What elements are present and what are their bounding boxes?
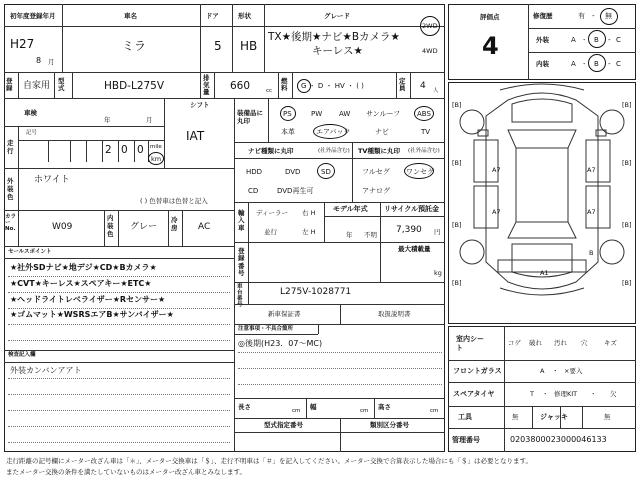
ext-sep1: - — [583, 36, 586, 44]
diag-bracket-l3: [B] — [452, 221, 462, 229]
int-b: B — [594, 60, 599, 68]
sales-points-label: セールスポイント — [8, 249, 52, 255]
windshield-a: A — [540, 367, 545, 375]
equip-tv: TV — [421, 128, 431, 136]
width-unit: cm — [360, 408, 369, 414]
diag-bracket-l1: [B] — [452, 101, 462, 109]
use-value: 自家用 — [23, 81, 51, 91]
length-label: 長さ — [238, 403, 251, 411]
digits-label: 記号 — [26, 130, 38, 136]
int-sep1: - — [583, 60, 586, 68]
diag-a7-4: A7 — [587, 208, 596, 216]
import-dealer: ディーラー — [256, 209, 288, 217]
equip-navi: ナビ — [375, 128, 389, 136]
windshield-x: ×要入 — [564, 367, 583, 375]
diag-bracket-r4: [B] — [622, 279, 632, 287]
mileage-label: 走行 — [7, 139, 14, 155]
length-unit: cm — [292, 408, 301, 414]
shift-value: IAT — [186, 129, 205, 143]
use-label: 登録 — [6, 77, 13, 93]
reg-year-label: 初年度登録年月 — [10, 12, 56, 20]
car-name-label: 車名 — [124, 12, 137, 20]
month-unit: 月 — [48, 58, 55, 66]
shape: HB — [240, 39, 258, 53]
interior-color-value: グレー — [130, 222, 158, 232]
equip-ps: PS — [283, 110, 292, 118]
footer-line-2: またメーター交換の条件を満たしていないものはメーター改ざん車とみなします。 — [6, 468, 246, 476]
equip-abs: ABS — [417, 110, 431, 118]
diag-b: B — [589, 249, 594, 257]
navi-dvd-play: DVD再生可 — [277, 187, 314, 195]
recycle-unit: 円 — [434, 228, 441, 236]
reg-year: H27 — [10, 37, 35, 51]
diag-a7-3: A7 — [492, 208, 501, 216]
shift-label: シフト — [190, 101, 210, 109]
room-item-4: 穴 — [581, 339, 588, 347]
room-item-3: 汚れ — [554, 339, 567, 347]
fuel-label: 燃料 — [281, 77, 288, 93]
jack-label: ジャッキ — [540, 413, 568, 421]
color-no-label: カラーNo. — [5, 214, 17, 233]
spare-sep2: ・ — [590, 390, 597, 398]
car-name: ミラ — [122, 39, 147, 53]
sales-line-2: ★CVT★キーレス★スペアキー★ETC★ — [10, 279, 152, 288]
unit-mile: mile — [150, 144, 162, 150]
shaken-year: 年 — [104, 116, 111, 124]
max-load-unit: kg — [434, 269, 442, 277]
diag-bracket-r3: [B] — [622, 221, 632, 229]
diag-bracket-r1: [B] — [622, 101, 632, 109]
chassis-value: L275V-1028771 — [280, 287, 352, 297]
ext-b: B — [594, 36, 599, 44]
import-parallel: 並行 — [264, 228, 277, 236]
room-item-2: 破れ — [529, 339, 542, 347]
ext-color-note: ( ) 色替車は色替と記入 — [140, 197, 208, 205]
tv-header: TV種類に丸印 — [358, 147, 400, 155]
car-damage-diagram — [448, 82, 636, 324]
tools-value: 無 — [512, 413, 519, 421]
exterior-label: 外装 — [536, 36, 549, 44]
jack-value: 無 — [604, 413, 611, 421]
model-value: HBD-L275V — [104, 80, 165, 92]
recycle-label: リサイクル預託金 — [384, 205, 440, 213]
mgmt-value: 0203800023000046133 — [510, 435, 607, 444]
spare-tire-label: スペアタイヤ — [453, 390, 495, 398]
sales-line-4: ★ゴムマット★WSRSエアB★サンバイザー★ — [10, 310, 174, 319]
int-c: C — [616, 60, 621, 68]
height-unit: cm — [430, 408, 439, 414]
room-item-1: コゲ — [508, 339, 521, 347]
recycle-value: 7,390 — [396, 225, 422, 235]
displacement-label: 排気量 — [203, 74, 210, 97]
equip-leather: 本革 — [281, 128, 295, 136]
footer-line-1: 走行距離の記号欄にメーター改ざん車は「＊」、メーター交換車は「＄」、走行不明車は「＃」を記入してください。メーター交換で合算表示した場合にも「＄」は必要となります。 — [6, 457, 532, 465]
spare-t: T — [530, 390, 534, 398]
diag-bracket-l2: [B] — [452, 159, 462, 167]
width-label: 幅 — [310, 403, 317, 411]
repair-yes: 有 — [578, 12, 585, 20]
repair-sep: - — [592, 12, 595, 20]
windshield-sep: ・ — [552, 367, 559, 375]
equip-airbag: エアバック — [316, 128, 351, 136]
navi-dvd: DVD — [285, 168, 301, 176]
import-left: 左 H — [302, 228, 316, 236]
notes-value: ◎後期(H23．07〜MC) — [238, 339, 323, 348]
warranty-doc: 新車保証書 — [268, 310, 301, 318]
model-label: 型式 — [58, 77, 65, 93]
ext-color-value: ホワイト — [34, 175, 70, 185]
shaken-label: 車検 — [24, 109, 37, 117]
inspector-label: 検査記入欄 — [8, 352, 36, 358]
import-label: 輸入車 — [238, 209, 245, 232]
equip-sunroof: サンルーフ — [366, 110, 401, 118]
chassis-label: 車台番号 — [237, 284, 243, 309]
import-right: 右 H — [302, 209, 316, 217]
navi-hdd: HDD — [246, 168, 263, 176]
mileage-digit-1: 2 — [105, 144, 112, 156]
door-label: ドア — [206, 12, 219, 20]
interior-label: 内装 — [536, 60, 549, 68]
reg-no-label: 登録番号 — [238, 247, 245, 278]
tools-label: 工具 — [458, 413, 472, 421]
drive-4wd: 4WD — [422, 47, 438, 55]
score-value: 4 — [482, 32, 499, 60]
diag-bracket-l4: [B] — [452, 279, 462, 287]
mileage-digit-2: 0 — [121, 144, 128, 156]
ac-label: 冷房 — [171, 216, 178, 232]
equip-aw: AW — [339, 110, 351, 118]
shaken-month: 月 — [146, 116, 153, 124]
diag-a7-1: A7 — [492, 166, 501, 174]
model-year-unit: 年 — [346, 231, 353, 239]
reg-month: 8 — [36, 56, 42, 65]
ext-c: C — [616, 36, 621, 44]
grade-line1: TX★後期★ナビ★Bカメラ★ — [268, 31, 400, 43]
doors: 5 — [214, 39, 222, 53]
manual-doc: 取扱説明書 — [378, 310, 411, 318]
grade-line2: キーレス★ — [312, 45, 363, 57]
inspector-note: 外装カンバンアアト — [10, 366, 82, 375]
ext-sep2: - — [608, 36, 611, 44]
equipment-label: 装備品に丸印 — [237, 109, 263, 125]
max-load-label: 最大積載量 — [398, 245, 431, 253]
tv-header-small: (社外品含む) — [408, 148, 440, 154]
interior-color-label: 内装色 — [107, 214, 114, 238]
navi-sd: SD — [321, 168, 331, 176]
score-label: 評価点 — [480, 13, 500, 21]
ac-value: AC — [198, 222, 211, 232]
navi-header: ナビ種類に丸印 — [248, 147, 294, 155]
equip-pw: PW — [311, 110, 323, 118]
capacity-value: 4 — [420, 81, 426, 91]
unit-km: km — [151, 155, 162, 163]
sales-line-3: ★ヘッドライトレベライザー★Rセンサー★ — [10, 295, 166, 304]
spare-sep1: ・ — [542, 390, 549, 398]
spare-kit: 修理KIT — [554, 390, 578, 398]
capacity-unit: 人 — [433, 88, 439, 94]
cc-unit: cc — [266, 88, 273, 94]
grade-label: グレード — [324, 12, 350, 20]
ext-a: A — [571, 36, 576, 44]
room-seat-label: 室内シート — [456, 335, 484, 353]
fuel-options: G ・ D ・ HV ・ ( ) — [301, 82, 364, 90]
sales-line-1: ★社外SDナビ★地デジ★CD★Bカメラ★ — [10, 263, 157, 272]
mgmt-label: 管理番号 — [452, 436, 480, 444]
repair-label: 修復歴 — [533, 12, 553, 20]
windshield-label: フロントガラス — [453, 367, 502, 375]
spare-missing: 欠 — [610, 390, 617, 398]
diag-a1: A1 — [540, 269, 549, 277]
ext-color-label: 外装色 — [7, 177, 14, 201]
color-no-value: W09 — [52, 222, 73, 232]
diag-a7-2: A7 — [587, 166, 596, 174]
shape-label: 形状 — [238, 12, 251, 20]
model-year-unknown: 不明 — [364, 231, 377, 239]
int-a: A — [571, 60, 576, 68]
displacement-value: 660 — [230, 80, 251, 92]
navi-cd: CD — [248, 187, 259, 195]
repair-no: 無 — [605, 12, 612, 20]
model-year-label: モデル年式 — [333, 205, 368, 213]
tv-fullseg: フルセグ — [362, 168, 390, 176]
int-sep2: - — [608, 60, 611, 68]
type-spec-label: 型式指定番号 — [264, 421, 303, 429]
mileage-digit-3: 0 — [137, 144, 144, 156]
drive-2wd: 2WD — [422, 22, 438, 30]
height-label: 高さ — [378, 403, 391, 411]
notes-label: 注意事項・不具合箇所 — [238, 326, 294, 332]
tv-oneseg: ワンセグ — [406, 168, 434, 176]
tv-analog: アナログ — [362, 187, 390, 195]
navi-header-small: (社外品含む) — [318, 148, 350, 154]
capacity-label: 定員 — [399, 77, 406, 93]
class-spec-label: 類別区分番号 — [370, 421, 409, 429]
room-item-5: キズ — [604, 339, 617, 347]
diag-bracket-r2: [B] — [622, 159, 632, 167]
